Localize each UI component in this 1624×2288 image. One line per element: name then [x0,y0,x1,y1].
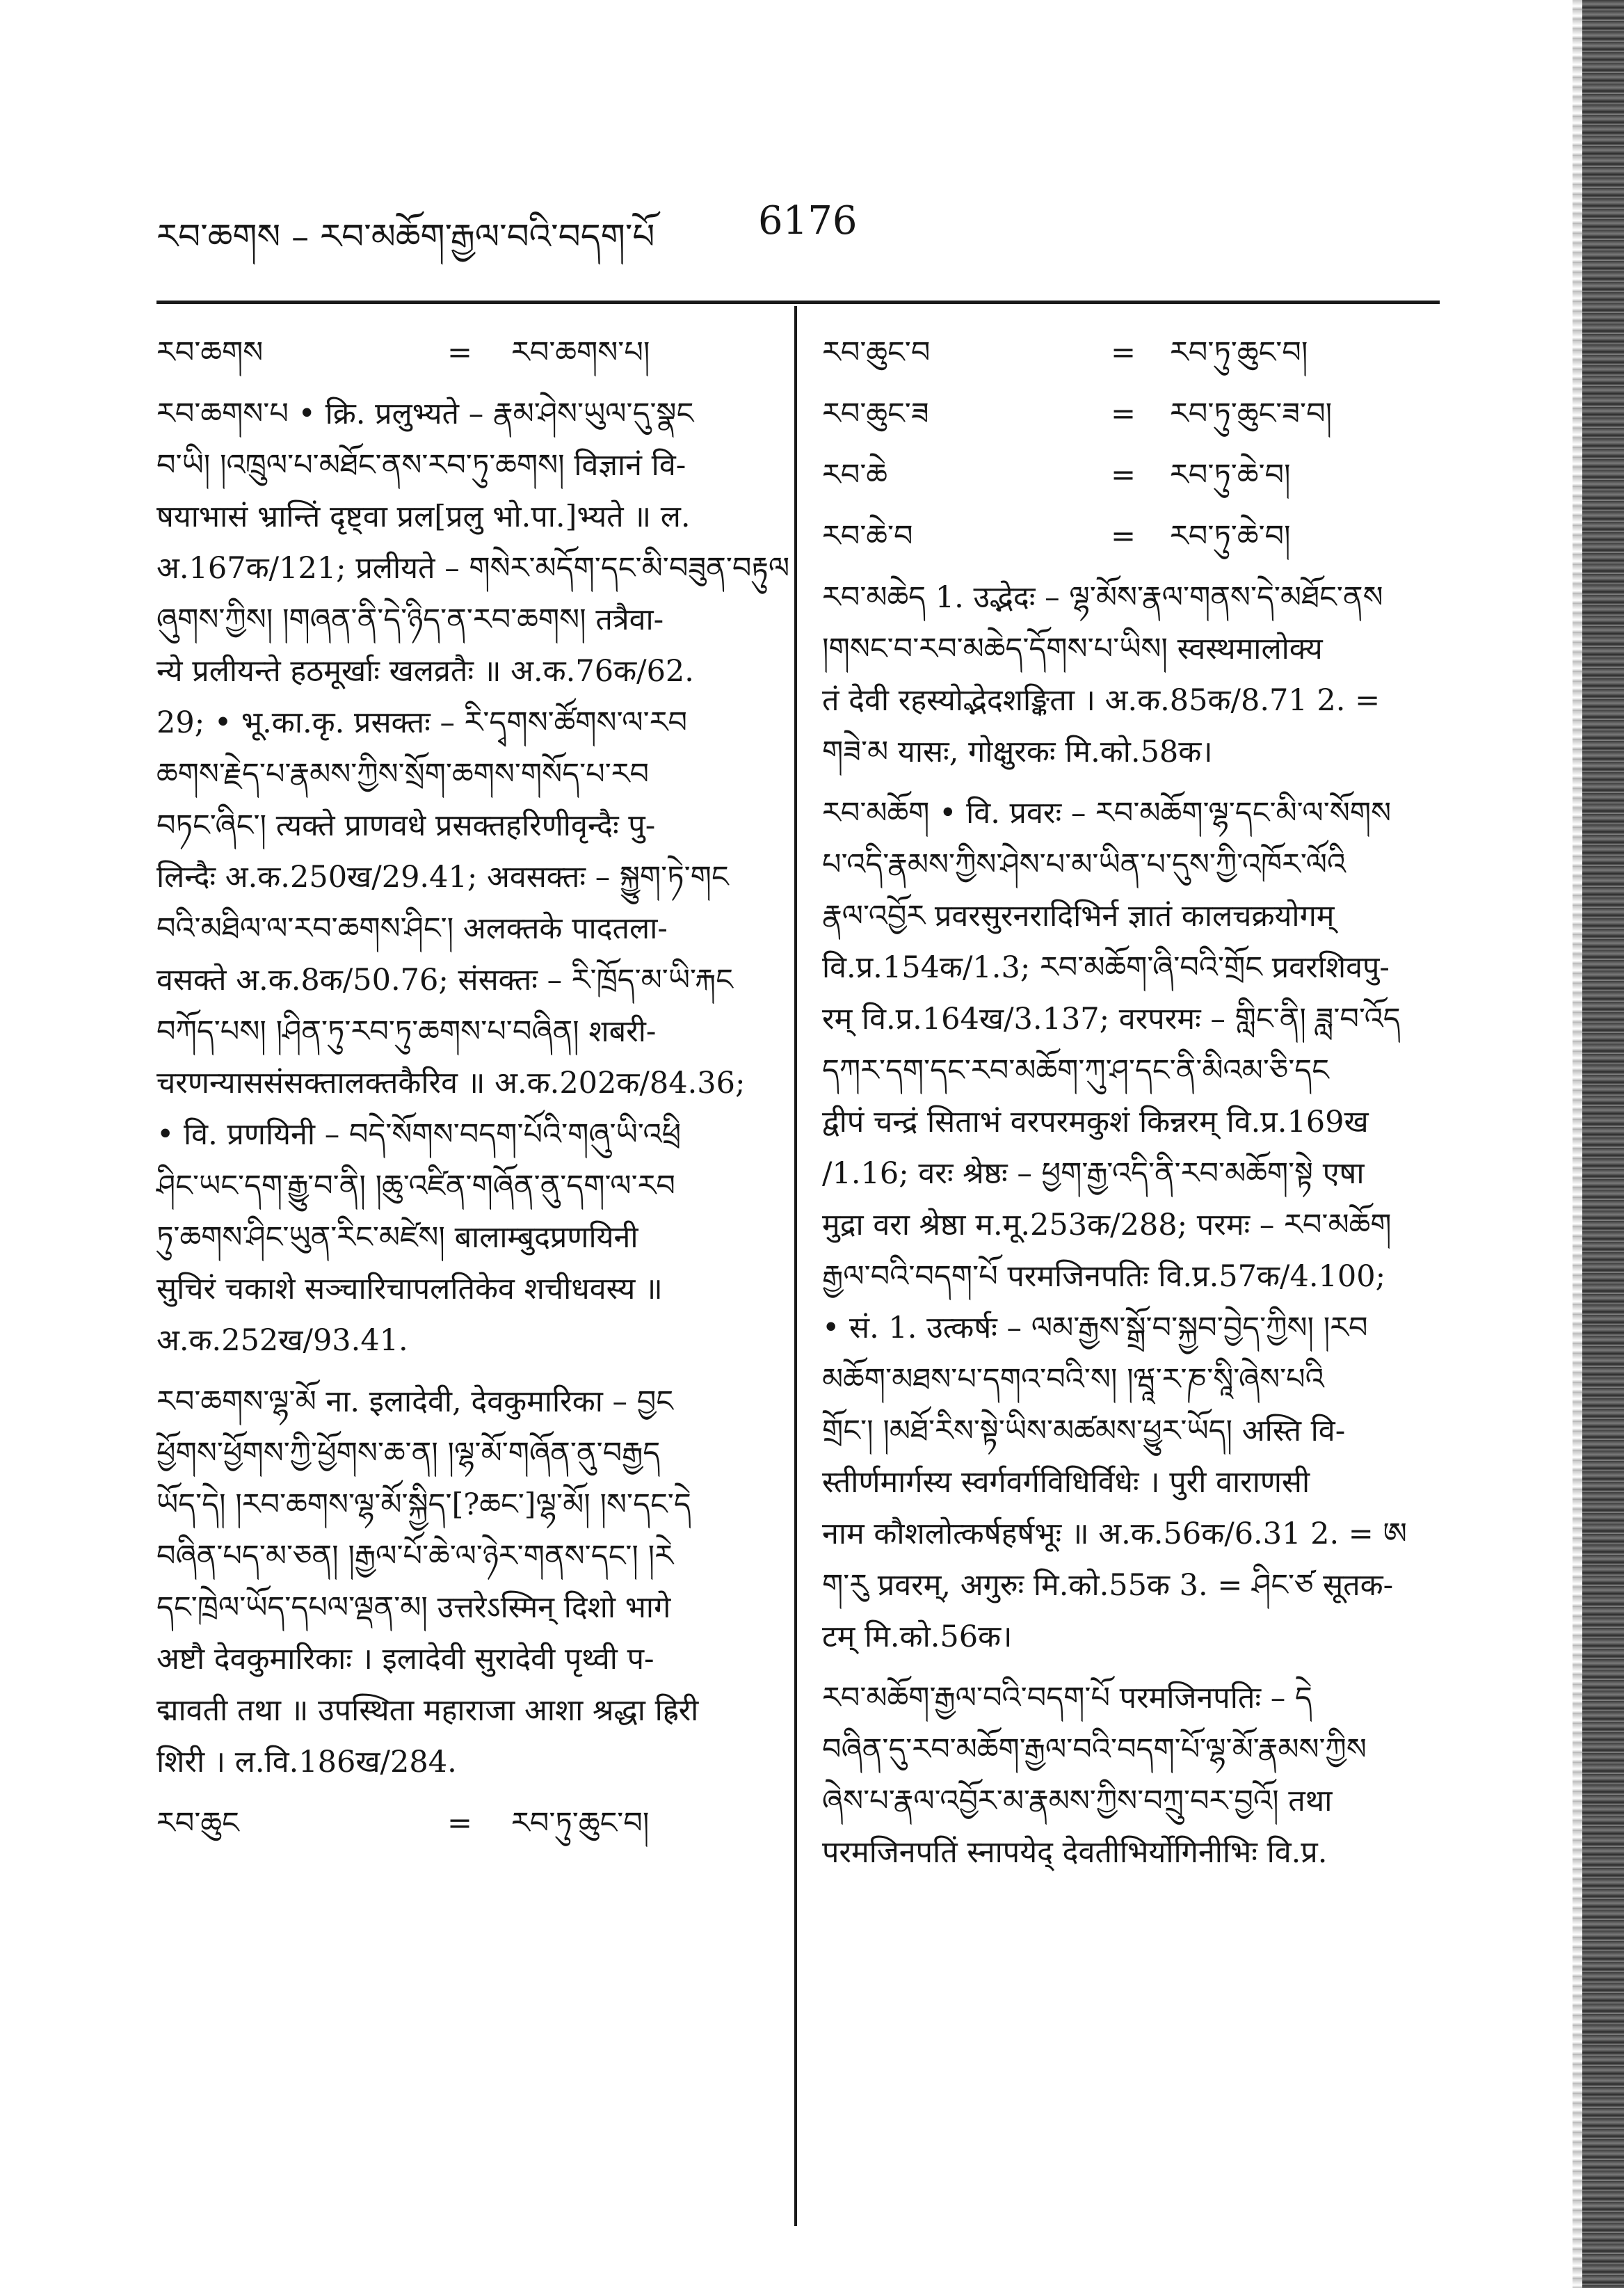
entry-line: ཡོད་དེ། །རབ་ཆགས་ལྷ་མོ་སྐྱིད་[?ཆང་]ལྷ་མོ། །ས་དང་དེ [156,1487,691,1522]
entry-line: ཞུགས་ཀྱིས། །གཞན་ནི་དེ་ཉིད་ན་རབ་ཆགས། तत्रैवा- [156,602,664,637]
headword: རབ་ཆུང་བ [822,335,931,370]
entry-line: གྲོང་། །མཐོ་རིས་སྟེ་ཡིས་མཚམས་ཕྱུར་ཡོད། अस्ति वि- [822,1414,1346,1448]
cross-reference-target: རབ་ཏུ་ཆུང་ཟ་བ། [1170,397,1333,431]
entry-line: वसक्ते अ.क.8क/50.76; संसक्तः – རི་ཁྲོད་མ་ཡི་རྐང [156,963,733,998]
entry-line: རྒྱལ་བའི་བདག་པོ परमजिनपतिः वि.प्र.57क/4.100; [822,1259,1386,1294]
entry-line: རབ་ཆགས་ལྷ་མོ ना. इलादेवी, देवकुमारिका – བྱང [156,1384,674,1419]
running-head: རབ་ཆགས – རབ་མཆོག་རྒྱལ་བའི་བདག་པོ [156,216,655,257]
entry-line: चरणन्याससंसक्तालक्तकैरिव ॥ अ.क.202क/84.36; [156,1066,746,1101]
entry-line: 29; • भू.का.कृ. प्रसक्तः – རི་དྭགས་ཚོགས་ལ་རབ [156,705,688,740]
dictionary-entry [156,1376,775,1788]
entry-line: བ་ཡི། །འཁྲུལ་པ་མཐོང་ནས་རབ་ཏུ་ཆགས། विज्ञानं वि- [156,448,686,483]
entry-line: བའི་མཐིལ་ལ་རབ་ཆགས་ཤིང་། अलक्तके पादतला- [156,911,668,946]
entry-line: རབ་མཆེད 1. उद्भेदः – ལྷ་མོས་རྣལ་གནས་དེ་མཐོང་ནས [822,580,1383,615]
headword: རབ་ཆུང་ཟ [822,397,929,431]
dictionary-entry [822,787,1434,1663]
entry-line: ཆགས་རྗེད་པ་རྣམས་ཀྱིས་སྲོག་ཆགས་གསོད་པ་རབ [156,757,650,792]
entry-line: मुद्रा वरा श्रेष्ठा म.मू.253क/288; परमः – རབ་མཆོག [822,1208,1392,1242]
entry-line: རབ་མཆོག་རྒྱལ་བའི་བདག་པོ परमजिनपतिः – དེ [822,1681,1312,1715]
dictionary-entry [822,572,1434,778]
cross-reference-entry [822,388,1434,440]
entry-line: ཤིང་ཡང་དག་རྒྱུ་བ་ནི། །ཆུ་འཛིན་གཞོན་ནུ་དག་ལ་རབ [156,1169,675,1203]
entry-line: • वि. प्रणयिनी – བདེ་སོགས་བདག་པོའི་གཞུ་ཡི་འཕྲི [156,1117,682,1152]
scan-edge-shadow [1573,0,1582,2288]
cross-reference-target: རབ་ཏུ་ཆུང་བ། [511,1806,650,1841]
headword: རབ་ཆགས [156,335,264,370]
scan-edge [1582,0,1624,2288]
entry-line: अ.167क/121; प्रलीयते – གསེར་མདོག་དང་མི་བཟུན་བརྟུལ [156,551,790,586]
equals-sign: = [447,335,473,370]
entry-line: བཞིན་པད་མ་ཅན། །རྒྱལ་པོ་ཆེ་ལ་ཉེར་གནས་དང་། །རེ [156,1539,673,1574]
entry-line: གཟེ་མ यासः, गोक्षुरकः मि.को.58क। [822,735,1213,769]
equals-sign: = [1111,458,1136,493]
entry-line: །གསང་བ་རབ་མཆེད་དོགས་པ་ཡིས། स्वस्थमालोक्य [822,632,1323,666]
entry-line: དང་ཁྲེལ་ཡོད་དཔལ་ལྡན་མ། उत्तरेऽस्मिन् दिशो भागे [156,1590,671,1625]
entry-line: अष्टौ देवकुमारिकाः । इलादेवी सुरादेवी पृथ्वी प- [156,1642,654,1677]
dictionary-entry [822,1672,1434,1878]
entry-line: རབ་མཆོག • वि. प्रवरः – རབ་མཆོག་ལྷ་དང་མི་ལ་སོགས [822,796,1392,831]
equals-sign: = [1111,397,1136,431]
entry-line: བཏང་ཞིང་། त्यक्ते प्राणवधे प्रसक्तहरिणीवृन्दैः पु- [156,808,656,843]
entry-line: द्मावती तथा ॥ उपस्थिता महाराजा आशा श्रद्धा ह्रिरी [156,1693,699,1728]
entry-line: न्ये प्रलीयन्ते हठमूर्खाः खलव्रतैः ॥ अ.क.76क/62. [156,654,694,689]
cross-reference-target: རབ་ཏུ་ཆེ་བ། [1170,458,1291,493]
headword: རབ་ཆེ [822,458,887,493]
headword: རབ་ཆེ་བ [822,519,913,554]
cross-reference-entry [822,449,1434,501]
entry-line: वि.प्र.154क/1.3; རབ་མཆོག་ཞི་བའི་གྲོང प्रवरशिवपु- [822,950,1390,985]
entry-line: • सं. 1. उत्कर्षः – ལམ་རྒྱས་སྒྲོ་བ་སྐྱབ་བྱེད་ཀྱིས། །རབ [822,1311,1368,1345]
column-divider [794,306,797,2226]
entry-line: सुचिरं चकाशे सञ्चारिचापलतिकेव शचीधवस्य ॥ [156,1272,663,1306]
headword: རབ་ཆུང [156,1806,239,1841]
entry-line: བཞིན་དུ་རབ་མཆོག་རྒྱལ་བའི་བདག་པོ་ལྷ་མོ་རྣམས་ཀྱིས [822,1732,1367,1767]
header-rule [156,301,1440,304]
entry-line: པ་འདི་རྣམས་ཀྱིས་ཤེས་པ་མ་ཡིན་པ་དུས་ཀྱི་འཁོར་ལོའི [822,847,1346,882]
right-column [822,327,1434,1888]
left-column [156,327,790,1859]
entry-line: द्वीपं चन्द्रं सिताभं वरपरमकुशं किन्नरम् वि.प्र.169ख [822,1105,1369,1139]
entry-line: रम् वि.प्र.164ख/3.137; वरपरमः – གླིང་ནི། ཟླ་བ་འོད [822,1002,1401,1037]
entry-line: तं देवी रहस्योद्भेदशङ्किता । अ.क.85क/8.71 2. = [822,683,1381,718]
equals-sign: = [447,1806,473,1841]
cross-reference-entry [822,327,1434,378]
page-number: 6176 [758,198,858,243]
entry-line: རབ་ཆགས་པ • क्रि. प्रलुभ्यते – རྣམ་ཤེས་ཡུལ་དུ་སྣང [156,397,694,431]
equals-sign: = [1111,519,1136,554]
dictionary-entry [156,388,790,1366]
entry-line: षयाभासं भ्रान्तिं दृष्ट्वा प्रल[प्रलु भो.पा.]भ्यते ॥ ल. [156,499,691,534]
equals-sign: = [1111,335,1136,370]
entry-line: དཀར་དག་དང་རབ་མཆོག་ཀུ་ཤ་དང་ནི་མིའམ་ཅི་དང [822,1053,1329,1088]
entry-line: शिरी । ल.वि.186ख/284. [156,1745,457,1779]
cross-reference-entry [156,327,775,378]
entry-line: टम् मि.को.56क। [822,1619,1013,1654]
entry-line: परमजिनपतिं स्नापयेद् देवतीभिर्योगिनीभिः वि.प्र. [822,1835,1328,1870]
cross-reference-target: རབ་ཏུ་ཆུང་བ། [1170,335,1308,370]
entry-line: རྣལ་འབྱོར प्रवरसुरनरादिभिर्न ज्ञातं कालचक्रयोगम् [822,899,1335,934]
entry-line: ཕྱོགས་ཕྱོགས་ཀྱི་ཕྱོགས་ཆ་ན། །ལྷ་མོ་གཞོན་ནུ་བརྒྱད [156,1436,661,1471]
cross-reference-entry [822,511,1434,562]
entry-line: མཆོག་མཐས་པ་དགའ་བའི་ས། །ཝཱ་ར་ཎ་སཱི་ཞེས་པའི [822,1362,1324,1397]
entry-line: བཀོད་པས། །ཤིན་ཏུ་རབ་ཏུ་ཆགས་པ་བཞིན། शबरी- [156,1014,657,1049]
entry-line: ཏུ་ཆགས་ཤིང་ཡུན་རིང་མཛེས། बालाम्बुदप्रणयिनी [156,1220,638,1255]
entry-line: स्तीर्णमार्गस्य स्वर्गवर्गविधिर्विधेः । पुरी वाराणसी [822,1465,1310,1500]
cross-reference-target: རབ་ཆགས་པ། [511,335,650,370]
entry-line: अ.क.252ख/93.41. [156,1323,408,1358]
entry-line: लिन्दैः अ.क.250ख/29.41; अवसक्तः – སྐྱུག་ཏེ་གང [156,860,729,895]
entry-line: ཞེས་པ་རྣལ་འབྱོར་མ་རྣམས་ཀྱིས་བཀྲུ་བར་བྱའོ། तथा [822,1784,1333,1818]
entry-line: ག་རུ प्रवरम्, अगुरुः मि.को.55क 3. = ཤིང་ཙ सूतक- [822,1568,1394,1603]
cross-reference-target: རབ་ཏུ་ཆེ་བ། [1170,519,1291,554]
entry-line: नाम कौशलोत्कर्षहर्षभूः ॥ अ.क.56क/6.31 2. = ཨ [822,1517,1407,1551]
cross-reference-entry [156,1798,775,1849]
entry-line: /1.16; वरः श्रेष्ठः – ཕྱག་རྒྱ་འདི་ནི་རབ་མཆོག་སྟེ एषा [822,1156,1365,1191]
